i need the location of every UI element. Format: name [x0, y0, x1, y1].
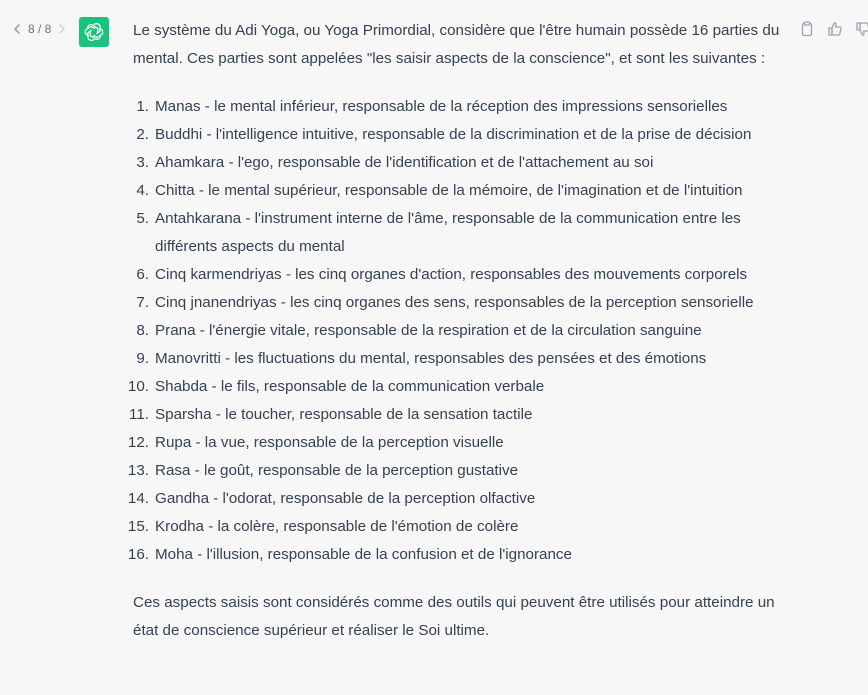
list-item-text: Moha - l'illusion, responsable de la confusion et de l'ignorance — [155, 546, 572, 563]
list-item — [133, 261, 793, 289]
list-item-number: 6. — [136, 266, 149, 283]
chevron-left-icon — [13, 24, 21, 34]
list-item-text: Manas - le mental inférieur, responsable de la réception des impressions sensorielles — [155, 98, 728, 115]
openai-logo-icon — [84, 22, 104, 42]
list-item — [127, 429, 793, 457]
pager-label: 8 / 8 — [28, 22, 52, 36]
list-item-text: Sparsha - le toucher, responsable de la sensation tactile — [155, 406, 533, 423]
list-item — [129, 401, 793, 429]
list-item-text: Gandha - l'odorat, responsable de la perception olfactive — [155, 490, 536, 507]
list-item — [133, 345, 793, 373]
message-actions — [798, 20, 868, 38]
list-item — [133, 205, 793, 261]
copy-icon — [799, 21, 815, 37]
list-item — [127, 513, 793, 541]
thumbs-down-button[interactable] — [854, 20, 868, 38]
list-item-number: 13. — [127, 462, 149, 479]
list-item-text: Rasa - le goût, responsable de la perception gustative — [155, 462, 519, 479]
list-item — [133, 317, 793, 345]
message-content — [127, 17, 793, 645]
list-item — [133, 177, 793, 205]
list-item — [127, 485, 793, 513]
list-item-number: 5. — [136, 210, 149, 227]
list-item-text: Krodha - la colère, responsable de l'émotion de colère — [155, 518, 519, 535]
message-intro: Le système du Adi Yoga, ou Yoga Primordial, considère que l'être humain possède 16 parties du mental. Ces parties sont appelées "les saisir aspects de la conscience", et sont les suivantes : — [133, 22, 780, 67]
list-item-text: Buddhi - l'intelligence intuitive, responsable de la discrimination et de la prise de décision — [155, 126, 752, 143]
list-item-number: 1. — [136, 98, 149, 115]
list-item-number: 16. — [127, 546, 149, 563]
copy-button[interactable] — [798, 20, 816, 38]
list-item — [127, 541, 793, 569]
list-item-text: Manovritti - les fluctuations du mental, responsables des pensées et des émotions — [155, 350, 707, 367]
list-item-number: 2. — [136, 126, 149, 143]
list-item — [127, 373, 793, 401]
list-item-text: Shabda - le fils, responsable de la communication verbale — [155, 378, 545, 395]
chevron-right-icon — [58, 24, 66, 34]
list-item — [133, 289, 793, 317]
list-item-text: Ahamkara - l'ego, responsable de l'identification et de l'attachement au soi — [155, 154, 654, 171]
list-item-number: 15. — [127, 518, 149, 535]
list-item-text: Antahkarana - l'instrument interne de l'âme, responsable de la communication entre les différents aspects du mental — [155, 210, 741, 255]
list-item — [133, 149, 793, 177]
thumbs-down-icon — [855, 21, 868, 37]
list-item-text: Prana - l'énergie vitale, responsable de la respiration et de la circulation sanguine — [155, 322, 702, 339]
list-item-number: 3. — [136, 154, 149, 171]
list-item-text: Chitta - le mental supérieur, responsable de la mémoire, de l'imagination et de l'intuition — [155, 182, 743, 199]
message-outro: Ces aspects saisis sont considérés comme des outils qui peuvent être utilisés pour atteindre un état de conscience supérieur et réaliser le Soi ultime. — [133, 594, 775, 639]
thumbs-up-icon — [827, 21, 843, 37]
list-item-number: 7. — [136, 294, 149, 311]
list-item-number: 8. — [136, 322, 149, 339]
list-item-text: Rupa - la vue, responsable de la perception visuelle — [155, 434, 504, 451]
list-item-number: 14. — [127, 490, 149, 507]
list-item — [127, 457, 793, 485]
list-item-number: 12. — [127, 434, 149, 451]
list-item-number: 9. — [136, 350, 149, 367]
previous-response-button[interactable] — [12, 22, 22, 36]
thumbs-up-button[interactable] — [826, 20, 844, 38]
list-item-number: 4. — [136, 182, 149, 199]
list-item-text: Cinq jnanendriyas - les cinq organes des sens, responsables de la perception sensorielle — [155, 294, 754, 311]
assistant-avatar — [79, 17, 109, 47]
list-item — [133, 93, 793, 121]
list-item-number: 10. — [127, 378, 149, 395]
list-item-text: Cinq karmendriyas - les cinq organes d'action, responsables des mouvements corporels — [155, 266, 748, 283]
list-item — [133, 121, 793, 149]
aspects-list — [127, 93, 793, 569]
response-pager — [12, 22, 67, 36]
next-response-button[interactable] — [57, 22, 67, 36]
list-item-number: 11. — [129, 406, 149, 423]
